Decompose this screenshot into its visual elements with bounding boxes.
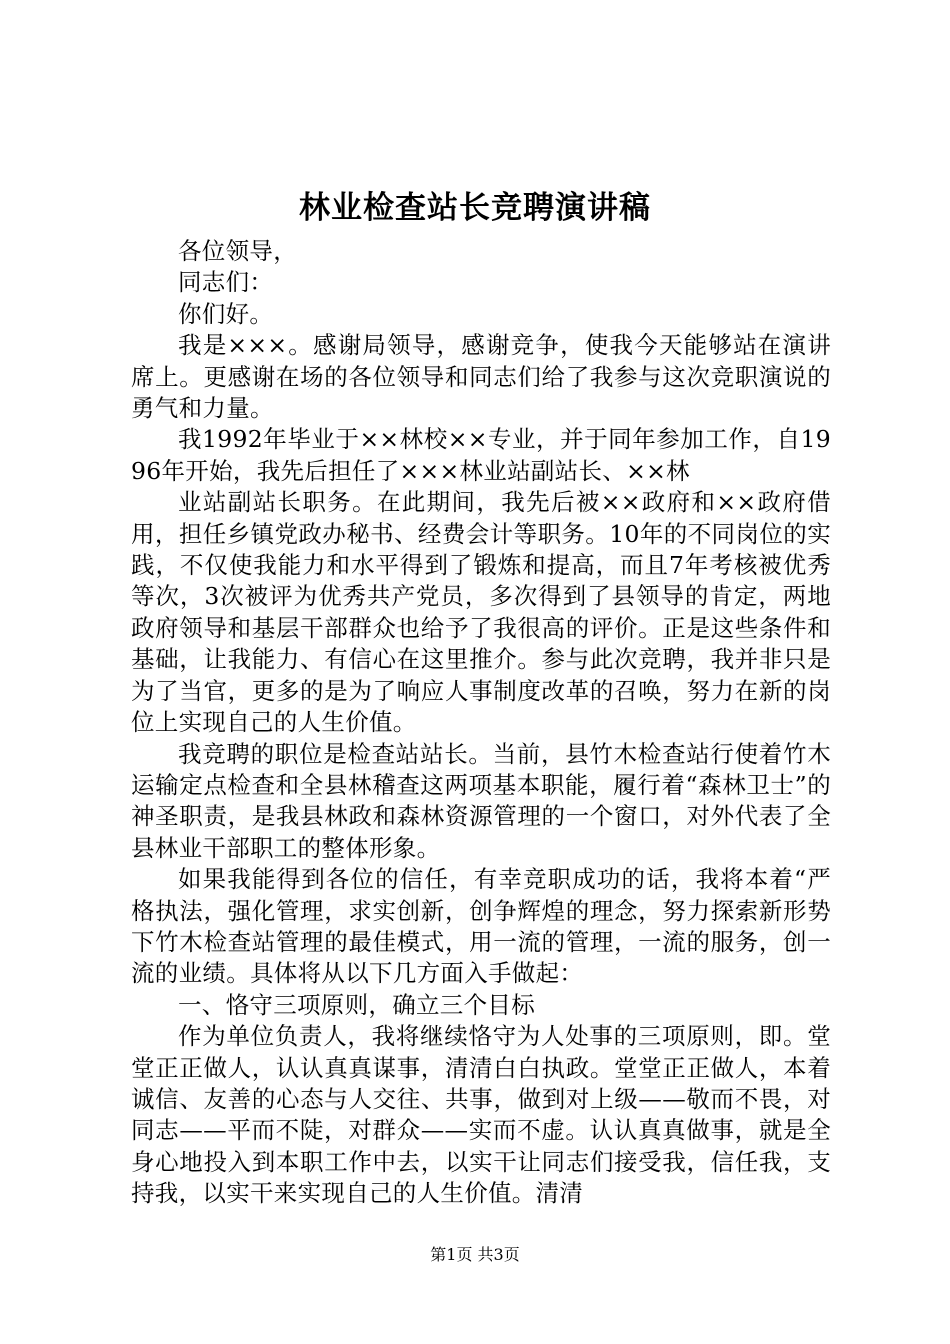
document-body [131, 236, 831, 1210]
body-paragraph: 我竞聘的职位是检查站站长。当前，县竹木检查站行使着竹木运输定点检查和全县林稽查这两项基本职能，履行着“森林卫士”的神圣职责，是我县林政和森林资源管理的一个窗口，对外代表了全县林业干部职工的整体形象。 [131, 739, 831, 862]
body-paragraph: 业站副站长职务。在此期间，我先后被××政府和××政府借用，担任乡镇党政办秘书、经费会计等职务。10年的不同岗位的实践，不仅使我能力和水平得到了锻炼和提高，而且7年考核被优秀等次，3次被评为优秀共产党员，多次得到了县领导的肯定，两地政府领导和基层干部群众也给予了我很高的评价。正是这些条件和基础，让我能力、有信心在这里推介。参与此次竞聘，我并非只是为了当官，更多的是为了响应人事制度改革的召唤，努力在新的岗位上实现自己的人生价值。 [131, 488, 831, 737]
greeting-line: 你们好。 [178, 299, 274, 328]
body-paragraph: 我是×××。感谢局领导，感谢竞争，使我今天能够站在演讲席上。更感谢在场的各位领导和同志们给了我参与这次竞职演说的勇气和力量。 [131, 331, 831, 423]
greeting-line: 各位领导， [178, 237, 297, 265]
greeting-line: 同志们： [178, 268, 274, 297]
page-footer: 第1页 共3页 [430, 1245, 520, 1264]
body-paragraph: 我1992年毕业于××林校××专业，并于同年参加工作，自1996年开始，我先后担任了×××林业站副站长、××林 [131, 425, 831, 485]
body-paragraph: 作为单位负责人，我将继续恪守为人处事的三项原则，即。堂堂正正做人，认认真真谋事，清清白白执政。堂堂正正做人，本着诚信、友善的心态与人交往、共事，做到对上级——敬而不畏，对同志——平而不陡，对群众——实而不虚。认认真真做事，就是全身心地投入到本职工作中去，以实干让同志们接受我，信任我，支持我，以实干来实现自己的人生价值。清清 [131, 1022, 831, 1208]
document-title: 林业检查站长竞聘演讲稿 [299, 190, 651, 226]
body-paragraph: 如果我能得到各位的信任，有幸竞职成功的话，我将本着“严格执法，强化管理，求实创新，创争辉煌的理念，努力探索新形势下竹木检查站管理的最佳模式，用一流的管理，一流的服务，创一流的业绩。具体将从以下几方面入手做起： [131, 865, 831, 988]
section-heading: 一、恪守三项原则，确立三个目标 [178, 990, 535, 1019]
